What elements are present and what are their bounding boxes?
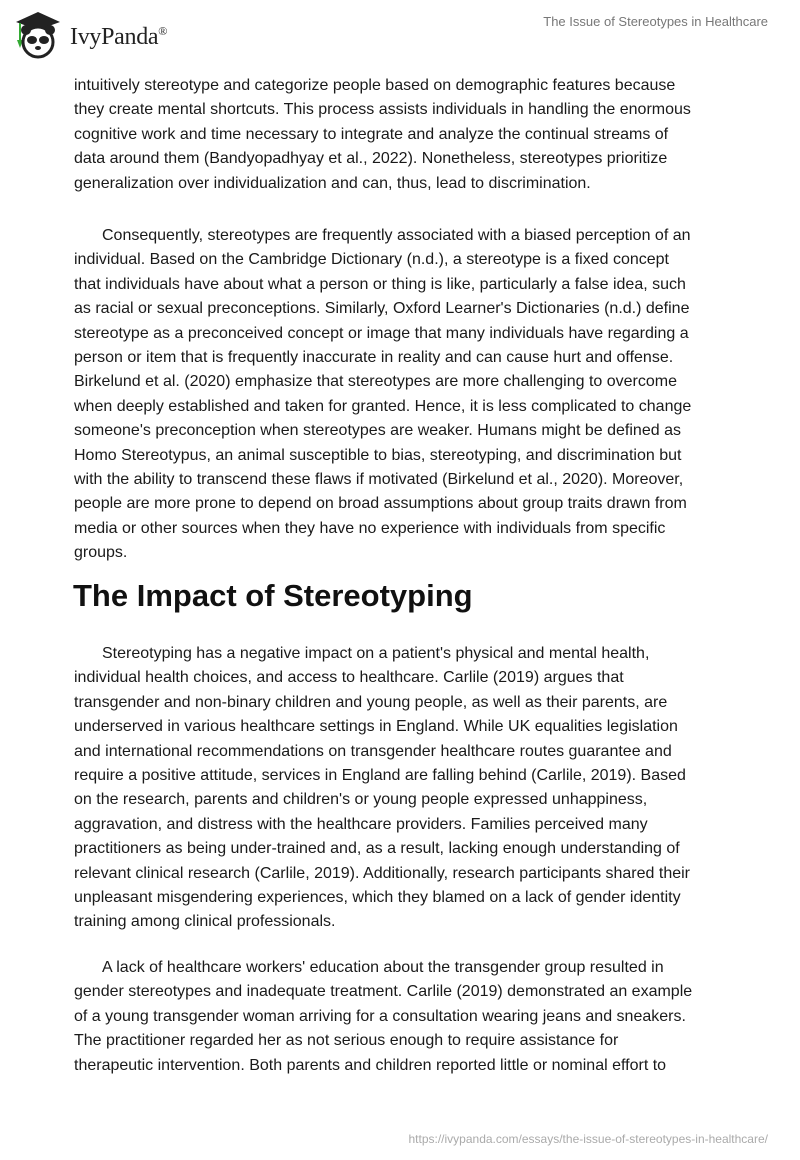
panda-graduate-icon	[12, 8, 64, 60]
text-line: as racial or sexual preconceptions. Similarly, Oxford Learner's Dictionaries (n.d.) define	[74, 300, 690, 318]
text-line: Stereotyping has a negative impact on a patient's physical and mental health,	[102, 645, 650, 662]
text-line: person or item that is frequently inaccurate in reality and can cause hurt and offense.	[74, 349, 674, 367]
text-line: unpleasant misgendering experiences, which they blamed on a lack of gender identity	[74, 889, 681, 907]
paragraph	[74, 74, 774, 196]
text-line: cognitive work and time necessary to integrate and analyze the continual streams of	[74, 125, 669, 143]
text-line: with the ability to transcend these flaws if motivated (Birkelund et al., 2020). Moreover,	[74, 471, 684, 489]
text-line: relevant clinical research (Carlile, 2019). Additionally, research participants shared their	[74, 864, 690, 882]
text-line: groups.	[74, 544, 128, 562]
text-line: training among clinical professionals.	[74, 913, 336, 931]
text-line: Consequently, stereotypes are frequently associated with a biased perception of an	[102, 227, 691, 244]
text-line: A lack of healthcare workers' education about the transgender group resulted in	[102, 959, 664, 976]
text-line: media or other sources when they have no experience with individuals from specific	[74, 519, 666, 537]
text-line: The practitioner regarded her as not serious enough to require assistance for	[74, 1032, 619, 1050]
text-line: of a young transgender woman arriving for a consultation wearing jeans and sneakers.	[74, 1007, 686, 1025]
text-line: stereotype as a preconceived concept or image that many individuals have regarding a	[74, 324, 689, 342]
section-heading: The Impact of Stereotyping	[73, 578, 473, 613]
text-line: individual health choices, and access to healthcare. Carlile (2019) argues that	[74, 669, 624, 687]
text-line: Birkelund et al. (2020) emphasize that stereotypes are more challenging to overcome	[74, 373, 677, 391]
text-line: gender stereotypes and inadequate treatment. Carlile (2019) demonstrated an example	[74, 983, 693, 1001]
text-line: and international recommendations on transgender healthcare routes guarantee and	[74, 742, 672, 760]
paragraph	[74, 956, 774, 1078]
text-line: when deeply established and taken for granted. Hence, it is less complicated to change	[74, 397, 692, 415]
text-line: therapeutic intervention. Both parents and children reported little or nominal effort to	[74, 1056, 667, 1074]
text-line: people are more prone to depend on broad assumptions about group traits drawn from	[74, 495, 687, 513]
footer-url[interactable]: https://ivypanda.com/essays/the-issue-of-stereotypes-in-healthcare/	[408, 1132, 768, 1146]
text-line: individual. Based on the Cambridge Dictionary (n.d.), a stereotype is a fixed concept	[74, 251, 669, 269]
text-line: on the research, parents and children's or young people expressed unhappiness,	[74, 791, 648, 809]
text-line: intuitively stereotype and categorize people based on demographic features because	[74, 77, 676, 94]
text-line: generalization over individualization and can, thus, lead to discrimination.	[74, 174, 591, 192]
text-line: transgender and non-binary children and young people, as well as their parents, are	[74, 693, 668, 711]
paragraph	[74, 224, 774, 566]
document-title: The Issue of Stereotypes in Healthcare	[543, 14, 768, 29]
text-line: require a positive attitude, services in England are falling behind (Carlile, 2019). Based	[74, 767, 686, 785]
text-line: practitioners as being under-trained and, as a result, lacking enough understanding of	[74, 840, 680, 858]
text-line: they create mental shortcuts. This process assists individuals in handling the enormous	[74, 101, 691, 119]
text-line: underserved in various healthcare settings in England. While UK equalities legislation	[74, 718, 678, 736]
text-line: that individuals have about what a person or thing is like, particularly a false idea, such	[74, 275, 686, 293]
paragraph	[74, 642, 774, 935]
ivypanda-logo[interactable]	[12, 8, 167, 60]
text-line: data around them (Bandyopadhyay et al., 2022). Nonetheless, stereotypes prioritize	[74, 150, 668, 168]
registered-mark: ®	[158, 23, 168, 38]
text-line: aggravation, and distress with the healthcare providers. Families perceived many	[74, 815, 648, 833]
text-line: Homo Stereotypus, an animal susceptible to bias, stereotyping, and discrimination but	[74, 446, 682, 464]
text-line: someone's preconception when stereotypes are weaker. Humans might be defined as	[74, 422, 681, 440]
brand-name: IvyPanda	[70, 23, 159, 50]
